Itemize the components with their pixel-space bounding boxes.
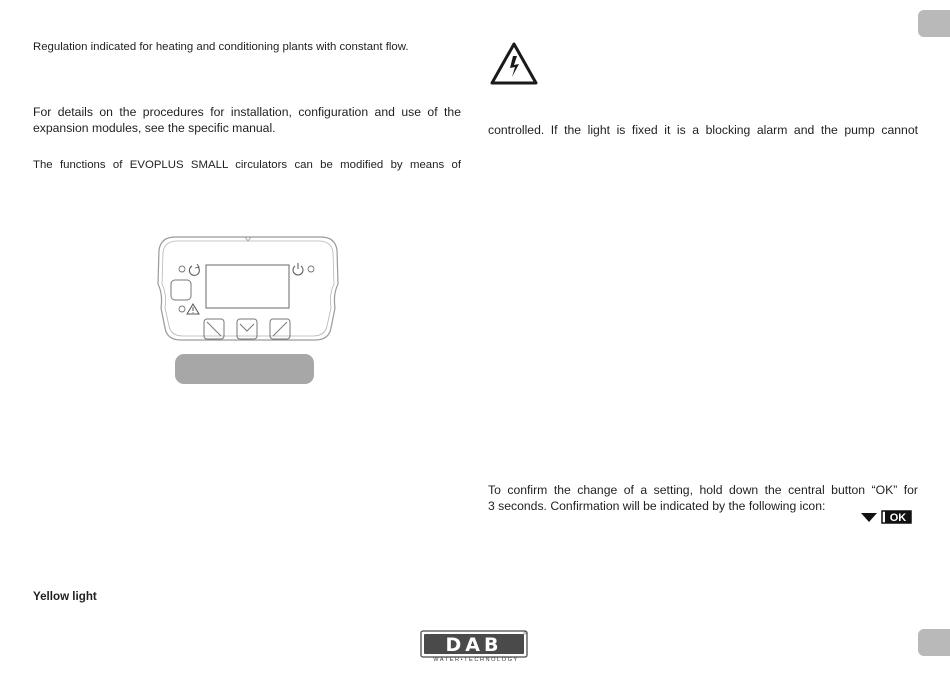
control-panel-illustration bbox=[157, 236, 339, 346]
confirm-text-line1: To confirm the change of a setting, hold down the central button “OK” for bbox=[488, 483, 918, 497]
power-icon bbox=[293, 263, 303, 275]
expansion-text-line2: expansion modules, see the specific manual. bbox=[33, 121, 276, 135]
panel-caption-bar bbox=[175, 354, 314, 384]
yellow-light-heading: Yellow light bbox=[33, 590, 97, 603]
page-tab-bottom bbox=[918, 629, 950, 656]
confirm-text-line2: 3 seconds. Confirmation will be indicated by the following icon: bbox=[488, 499, 826, 513]
warning-triangle-icon bbox=[489, 41, 539, 87]
logo-tagline: WATER•TECHNOLOGY bbox=[433, 657, 519, 663]
regulation-note: Regulation indicated for heating and conditioning plants with constant flow. bbox=[33, 41, 409, 53]
page-tab-top bbox=[918, 10, 950, 37]
rotation-icon bbox=[189, 264, 199, 275]
functions-intro: The functions of EVOPLUS SMALL circulators can be modified by means of bbox=[33, 159, 461, 171]
ok-icon-text: OK bbox=[889, 512, 907, 524]
alarm-triangle-icon bbox=[187, 304, 199, 314]
alarm-text: controlled. If the light is fixed it is a blocking alarm and the pump cannot bbox=[488, 123, 918, 137]
dab-logo-text: DAB bbox=[445, 634, 503, 656]
expansion-text-line1: For details on the procedures for installation, configuration and use of the bbox=[33, 105, 461, 119]
dab-logo bbox=[419, 630, 531, 658]
ok-confirm-icon bbox=[861, 510, 913, 524]
